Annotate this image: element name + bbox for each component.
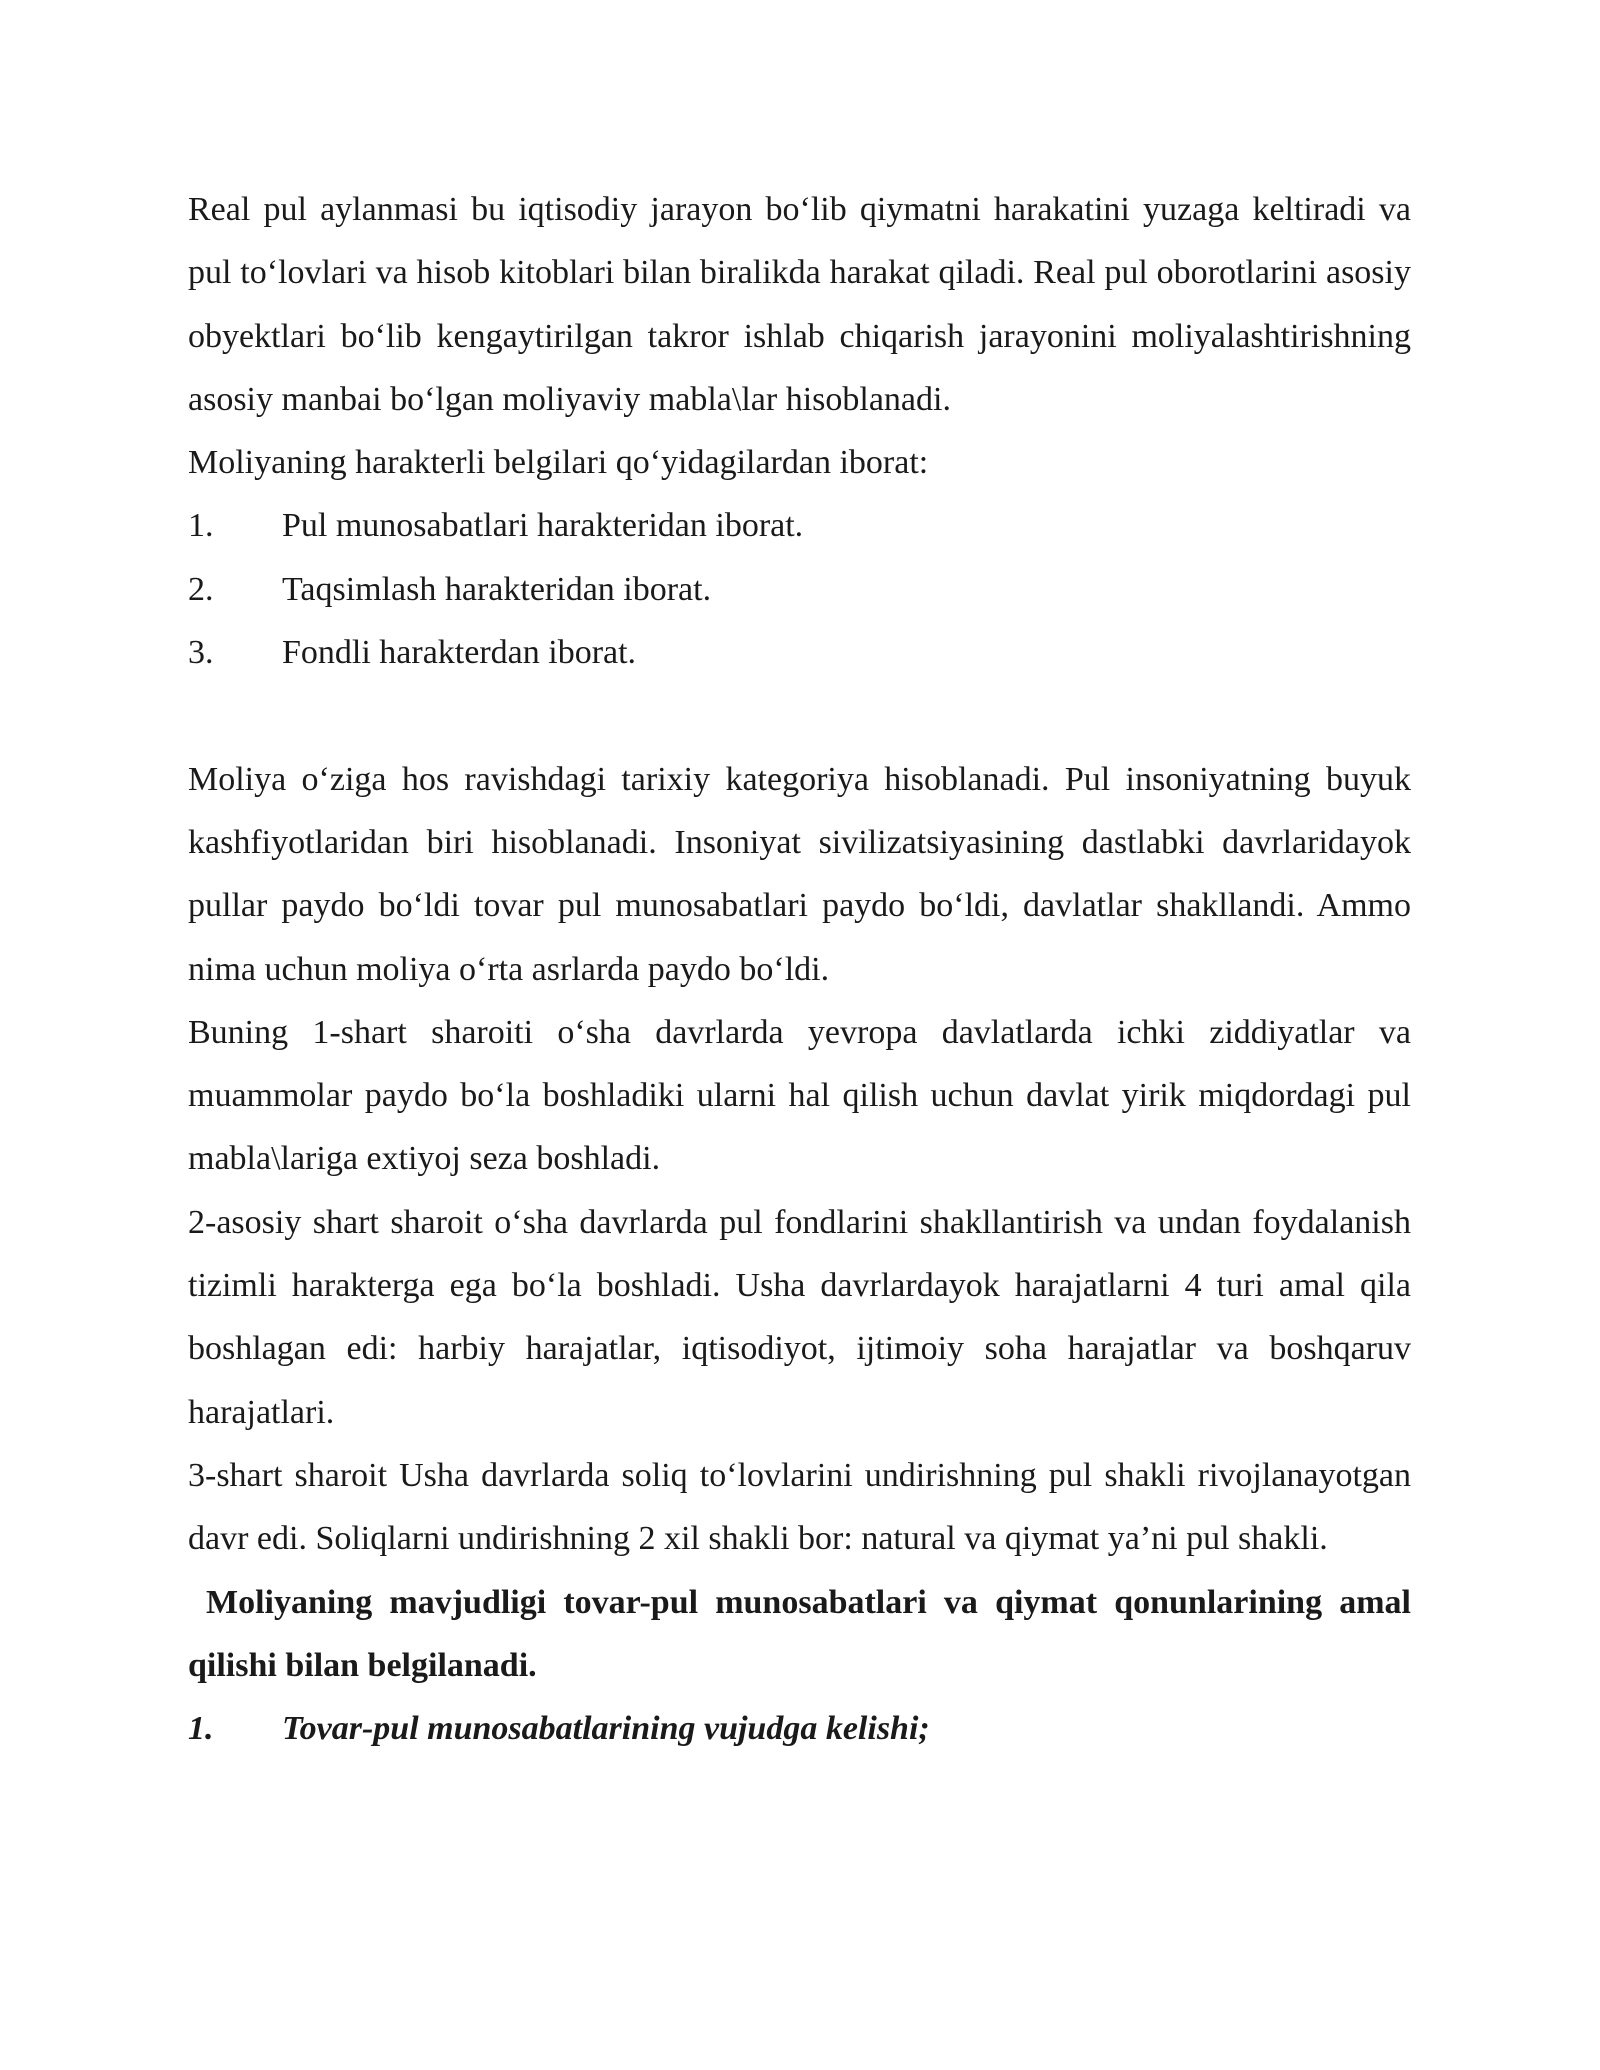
list-item-number: 1. <box>188 1710 214 1748</box>
paragraph-bold-heading: Moliyaning mavjudligi tovar-pul munosabatlari va qiymat qonunlarining amal qilishi bilan belgilanadi. <box>188 1583 1411 1684</box>
paragraph-shart-sharoit-3: 3-shart sharoit Usha davrlarda soliq to‘lovlarini undirishning pul shakli rivojlanayotgan davr edi. Soliqlarni undirishning 2 xil shakli bor: natural va qiymat ya’ni pul shakli. <box>188 1456 1411 1558</box>
paragraph-shart-sharoit-1: Buning 1-shart sharoiti o‘sha davrlarda yevropa davlatlarda ichki ziddiyatlar va muammolar paydo bo‘la boshladiki ularni hal qilish uchun davlat yirik miqdordagi pul mabla\lariga extiyoj seza boshladi. <box>188 1013 1411 1178</box>
list-item-number: 1. <box>188 507 214 545</box>
blank-line <box>188 684 1411 747</box>
document-body <box>188 178 1411 1760</box>
list-item-number: 3. <box>188 634 214 672</box>
paragraph-moliya-tarixiy-kategoriya: Moliya o‘ziga hos ravishdagi tarixiy kategoriya hisoblanadi. Pul insoniyatning buyuk kashfiyotlaridan biri hisoblanadi. Insoniyat sivilizatsiyasining dastlabki davrlaridayok pullar paydo bo‘ldi tovar pul munosabatlari paydo bo‘ldi, davlatlar shakllandi. Ammo nima uchun moliya o‘rta asrlarda paydo bo‘ldi. <box>188 760 1411 988</box>
list-item-text: Tovar-pul munosabatlarining vujudga kelishi; <box>282 1710 930 1748</box>
list-item <box>188 1697 1411 1760</box>
list-item <box>188 494 1411 557</box>
list-item-text: Taqsimlash harakteridan iborat. <box>282 570 712 608</box>
list-tovar-pul <box>188 1697 1411 1760</box>
list-item-text: Fondli harakterdan iborat. <box>282 634 637 672</box>
list-item <box>188 558 1411 621</box>
list-item <box>188 621 1411 684</box>
paragraph-shart-sharoit-2: 2-asosiy shart sharoit o‘sha davrlarda pul fondlarini shakllantirish va undan foydalanish tizimli harakterga ega bo‘la boshladi. Usha davrlardayok harajatlarni 4 turi amal qila boshlagan edi: harbiy harajatlar, iqtisodiyot, ijtimoiy soha harajatlar va boshqaruv harajatlari. <box>188 1203 1411 1431</box>
paragraph-harakterli-belgilari: Moliyaning harakterli belgilari qo‘yidagilardan iborat: <box>188 444 929 482</box>
list-item-number: 2. <box>188 570 214 608</box>
list-harakterli-belgilar <box>188 494 1411 684</box>
list-item-text: Pul munosabatlari harakteridan iborat. <box>282 507 804 545</box>
paragraph-real-pul-aylanmasi: Real pul aylanmasi bu iqtisodiy jarayon bo‘lib qiymatni harakatini yuzaga keltiradi va pul to‘lovlari va hisob kitoblari bilan biralikda harakat qiladi. Real pul oborotlarini asosiy obyektlari bo‘lib kengaytirilgan takror ishlab chiqarish jarayonini moliyalashtirishning asosiy manbai bo‘lgan moliyaviy mabla\lar hisoblanadi. <box>188 191 1411 418</box>
